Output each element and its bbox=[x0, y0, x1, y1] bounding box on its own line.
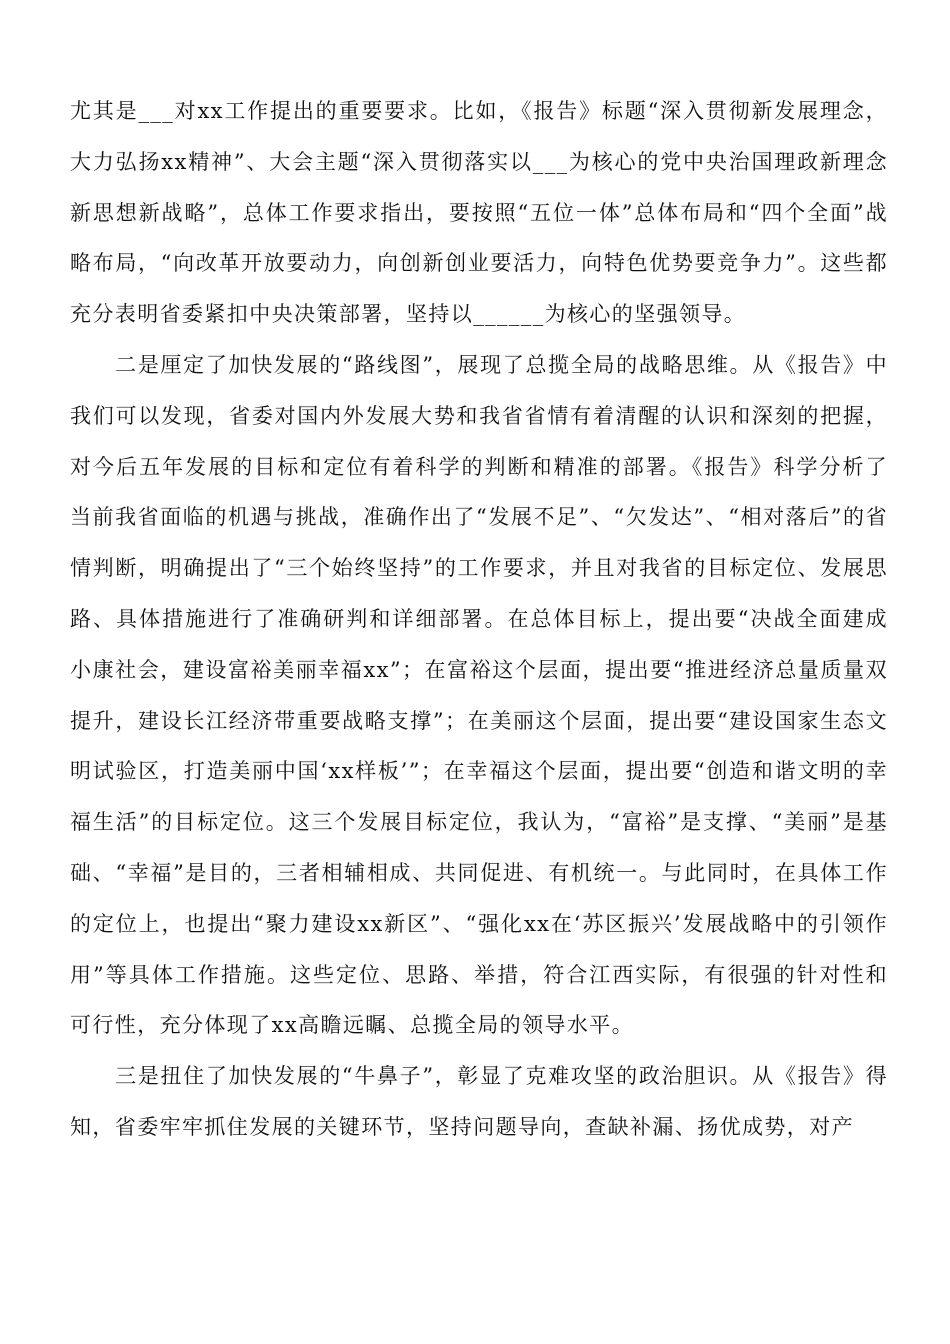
paragraph-1: 尤其是___对xx工作提出的重要要求。比如，《报告》标题“深入贯彻新发展理念，大力弘扬xx精神”、大会主题“深入贯彻落实以___为核心的党中央治国理政新理念新思想新战略”，总体工作要求指出，要按照“五位一体”总体布局和“四个全面”战略布局，“向改革开放要动力，向创新创业要活力，向特色优势要竞争力”。这些都充分表明省委紧扣中央决策部署，坚持以______为核心的坚强领导。 bbox=[70, 99, 888, 327]
document-page bbox=[70, 86, 888, 1153]
paragraph-2: 二是厘定了加快发展的“路线图”，展现了总揽全局的战略思维。从《报告》中我们可以发现，省委对国内外发展大势和我省省情有着清醒的认识和深刻的把握，对今后五年发展的目标和定位有着科学的判断和精准的部署。《报告》科学分析了当前我省面临的机遇与挑战，准确作出了“发展不足”、“欠发达”、“相对落后”的省情判断，明确提出了“三个始终坚持”的工作要求，并且对我省的目标定位、发展思路、具体措施进行了准确研判和详细部署。在总体目标上，提出要“决战全面建成小康社会，建设富裕美丽幸福xx”；在富裕这个层面，提出要“推进经济总量质量双提升，建设长江经济带重要战略支撑”；在美丽这个层面，提出要“建设国家生态文明试验区，打造美丽中国‘xx样板’”；在幸福这个层面，提出要“创造和谐文明的幸福生活”的目标定位。这三个发展目标定位，我认为，“富裕”是支撑、“美丽”是基础、“幸福”是目的，三者相辅相成、共同促进、有机统一。与此同时，在具体工作的定位上，也提出“聚力建设xx新区”、“强化xx在‘苏区振兴’发展战略中的引领作用”等具体工作措施。这些定位、思路、举措，符合江西实际，有很强的针对性和可行性，充分体现了xx高瞻远瞩、总揽全局的领导水平。 bbox=[70, 352, 888, 1038]
paragraph-3: 三是扭住了加快发展的“牛鼻子”，彰显了克难攻坚的政治胆识。从《报告》得知，省委牢牢抓住发展的关键环节，坚持问题导向，查缺补漏、扬优成势，对产 bbox=[70, 1064, 888, 1139]
